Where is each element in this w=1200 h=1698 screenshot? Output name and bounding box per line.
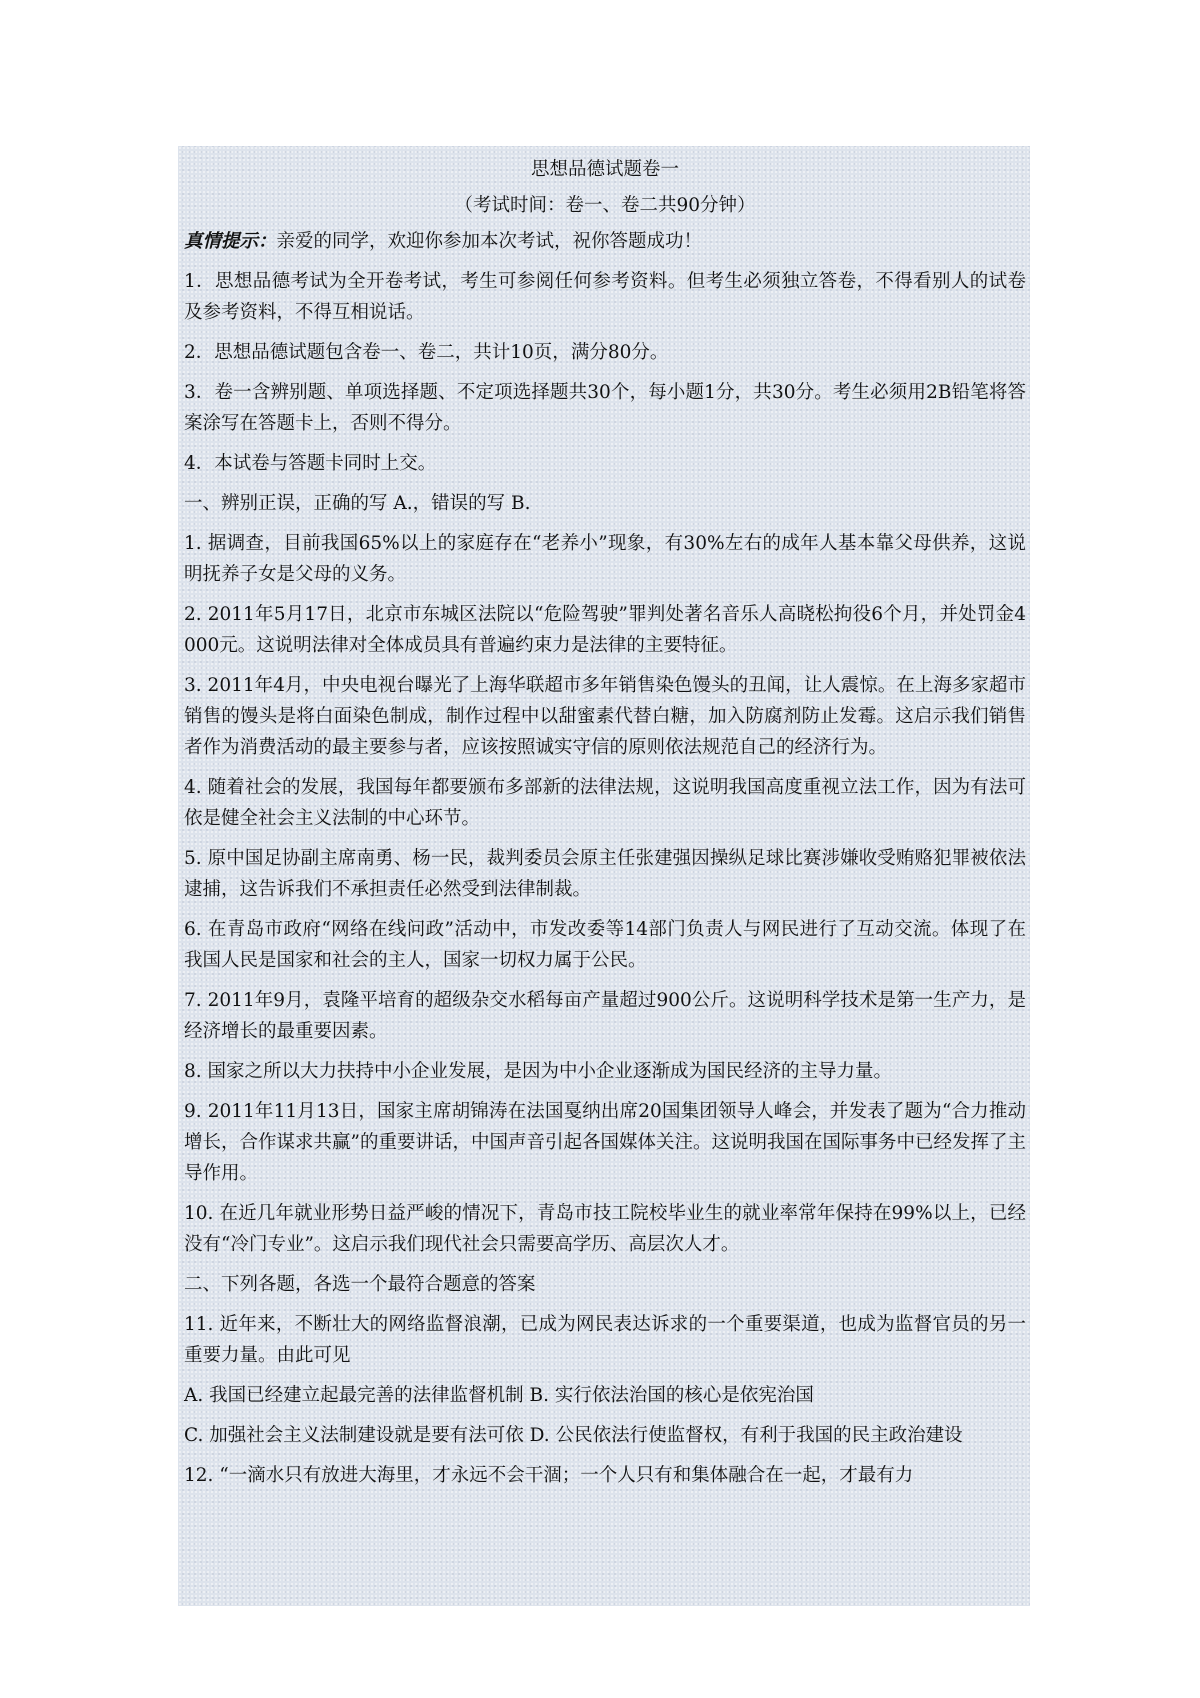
section-1-heading: 一、辨别正误，正确的写 A.，错误的写 B.: [184, 493, 531, 514]
exam-page: [178, 146, 1030, 1606]
exam-title: 思想品德试题卷一: [530, 159, 679, 180]
question-10: 10. 在近几年就业形势日益严峻的情况下，青岛市技工院校毕业生的就业率常年保持在99%以上，已经没有“冷门专业”。这启示我们现代社会只需要高学历、高层次人才。: [184, 1203, 1026, 1255]
question-11-options-cd: C. 加强社会主义法制建设就是要有法可依 D. 公民依法行使监督权，有利于我国的民主政治建设: [184, 1425, 963, 1446]
question-4: 4. 随着社会的发展，我国每年都要颁布多部新的法律法规，这说明我国高度重视立法工作，因为有法可依是健全社会主义法制的中心环节。: [184, 777, 1026, 829]
exam-time-note: （考试时间：卷一、卷二共90分钟）: [454, 195, 756, 216]
question-7: 7. 2011年9月，袁隆平培育的超级杂交水稻每亩产量超过900公斤。这说明科学技术是第一生产力，是经济增长的最重要因素。: [184, 990, 1026, 1042]
question-3: 3. 2011年4月，中央电视台曝光了上海华联超市多年销售染色馒头的丑闻，让人震惊。在上海多家超市销售的馒头是将白面染色制成，制作过程中以甜蜜素代替白糖，加入防腐剂防止发霉。这启示我们销售者作为消费活动的最主要参与者，应该按照诚实守信的原则依法规范自己的经济行为。: [184, 675, 1026, 758]
question-11: 11. 近年来，不断壮大的网络监督浪潮，已成为网民表达诉求的一个重要渠道，也成为监督官员的另一重要力量。由此可见: [184, 1314, 1026, 1366]
question-6: 6. 在青岛市政府“网络在线问政”活动中，市发改委等14部门负责人与网民进行了互动交流。体现了在我国人民是国家和社会的主人，国家一切权力属于公民。: [184, 919, 1026, 971]
question-12: 12. “一滴水只有放进大海里，才永远不会干涸；一个人只有和集体融合在一起，才最有力: [184, 1465, 914, 1486]
rule-4: 4．本试卷与答题卡同时上交。: [184, 453, 437, 474]
question-9: 9. 2011年11月13日，国家主席胡锦涛在法国戛纳出席20国集团领导人峰会，并发表了题为“合力推动增长，合作谋求共赢”的重要讲话，中国声音引起各国媒体关注。这说明我国在国际事务中已经发挥了主导作用。: [184, 1101, 1026, 1184]
rule-2: 2．思想品德试题包含卷一、卷二，共计10页，满分80分。: [184, 342, 669, 363]
question-8: 8. 国家之所以大力扶持中小企业发展，是因为中小企业逐渐成为国民经济的主导力量。: [184, 1061, 893, 1082]
rule-1: 1．思想品德考试为全开卷考试，考生可参阅任何参考资料。但考生必须独立答卷，不得看别人的试卷及参考资料，不得互相说话。: [184, 271, 1026, 323]
question-5: 5. 原中国足协副主席南勇、杨一民，裁判委员会原主任张建强因操纵足球比赛涉嫌收受贿赂犯罪被依法逮捕，这告诉我们不承担责任必然受到法律制裁。: [184, 848, 1026, 900]
question-1: 1. 据调查，目前我国65%以上的家庭存在“老养小”现象，有30%左右的成年人基本靠父母供养，这说明抚养子女是父母的义务。: [184, 533, 1026, 585]
question-2: 2. 2011年5月17日，北京市东城区法院以“危险驾驶”罪判处著名音乐人高晓松拘役6个月，并处罚金4000元。这说明法律对全体成员具有普遍约束力是法律的主要特征。: [184, 604, 1026, 656]
section-2-heading: 二、下列各题，各选一个最符合题意的答案: [184, 1274, 536, 1295]
hint-label: 真情提示：: [184, 231, 277, 252]
hint-paragraph: [184, 226, 1026, 257]
question-11-options-ab: A. 我国已经建立起最完善的法律监督机制 B. 实行依法治国的核心是依宪治国: [184, 1385, 814, 1406]
hint-text: 亲爱的同学，欢迎你参加本次考试，祝你答题成功！: [276, 231, 703, 252]
rule-3: 3．卷一含辨别题、单项选择题、不定项选择题共30个，每小题1分，共30分。考生必须用2B铅笔将答案涂写在答题卡上，否则不得分。: [184, 382, 1026, 434]
